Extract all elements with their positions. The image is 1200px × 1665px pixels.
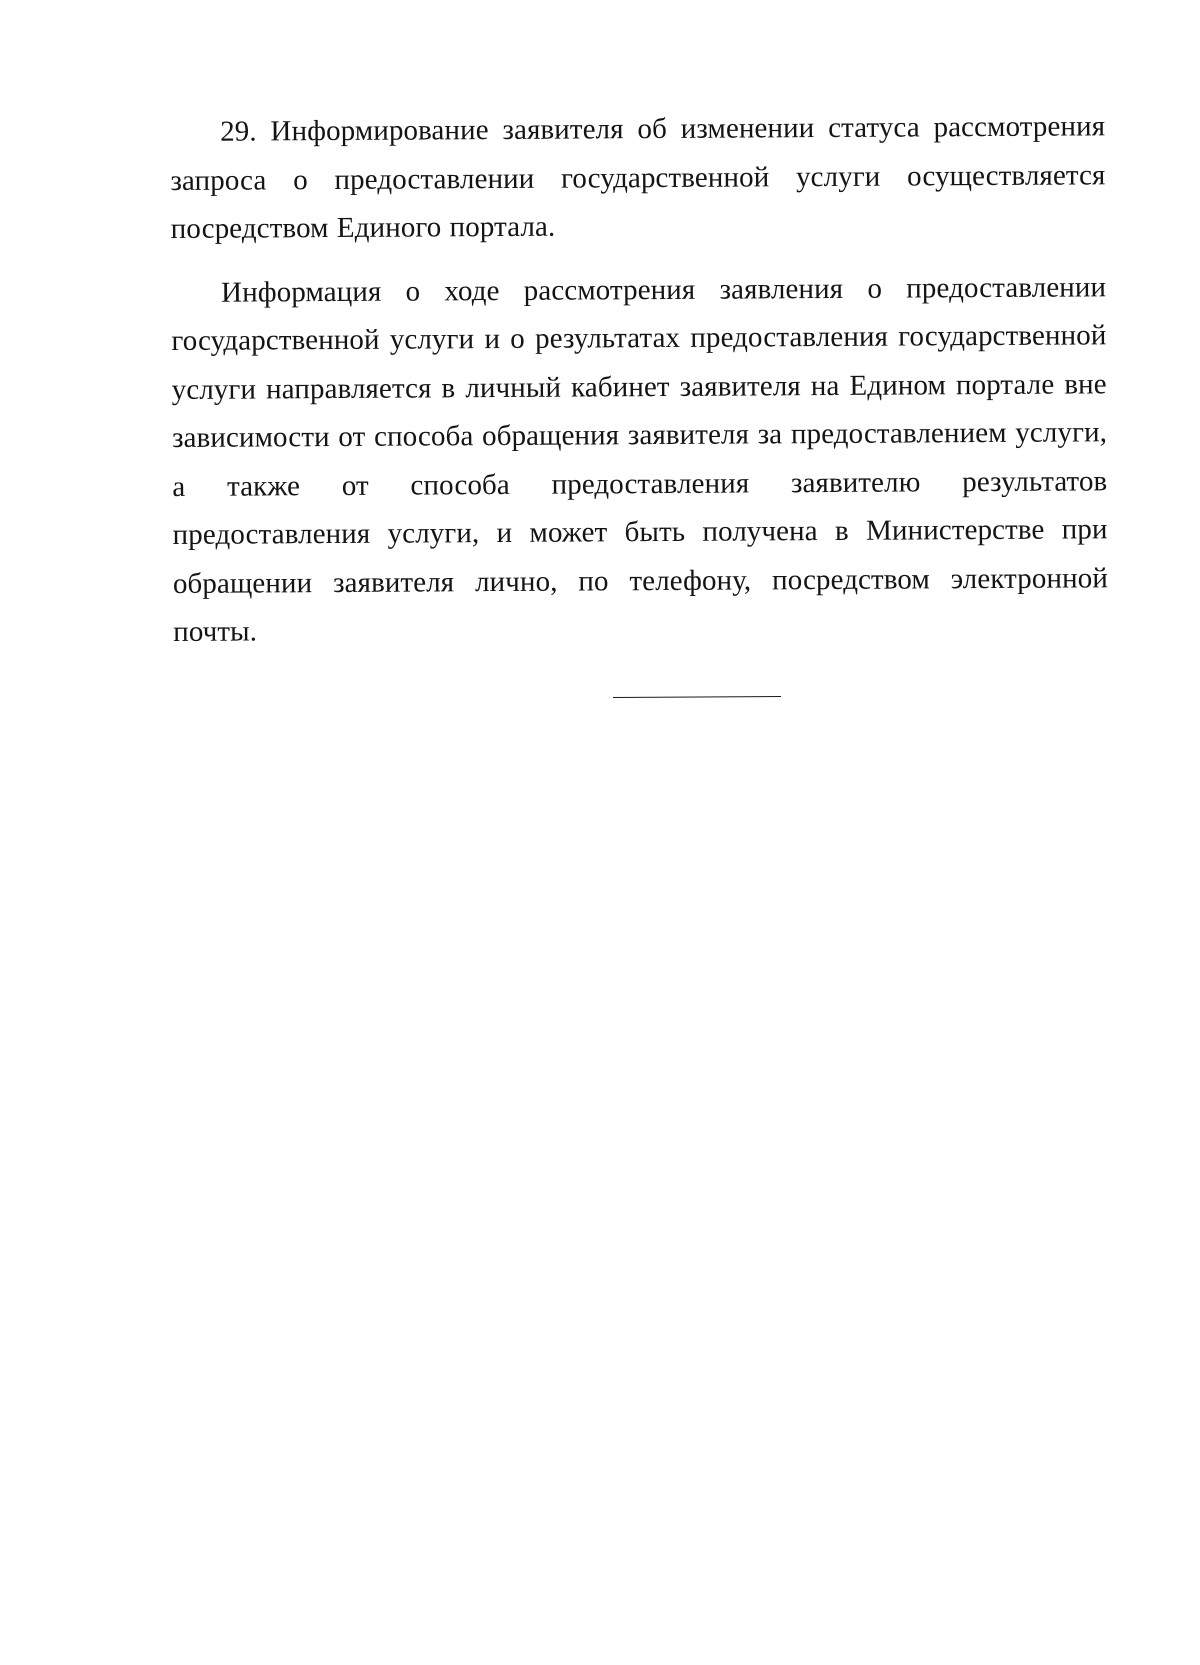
paragraph-information-progress: Информация о ходе рассмотрения заявления о предоставлении государственной услуги и о результатах предоставления государственной услуги направляется в личный кабинет заявителя на Едином портале вне зависимости от способа обращения заявителя за предоставлением услуги, а также от способа предоставления заявителю результатов предоставления услуги, и может быть получена в Министерстве при обращении заявителя лично, по телефону, посредством электронной почты.: [171, 270, 1108, 648]
end-separator-line: [613, 696, 781, 698]
document-body: [170, 102, 1108, 671]
paragraph-29-notification: 29. Информирование заявителя об изменении статуса рассмотрения запроса о предоставлении государственной услуги осуществляется посредством Единого портала.: [170, 110, 1106, 245]
